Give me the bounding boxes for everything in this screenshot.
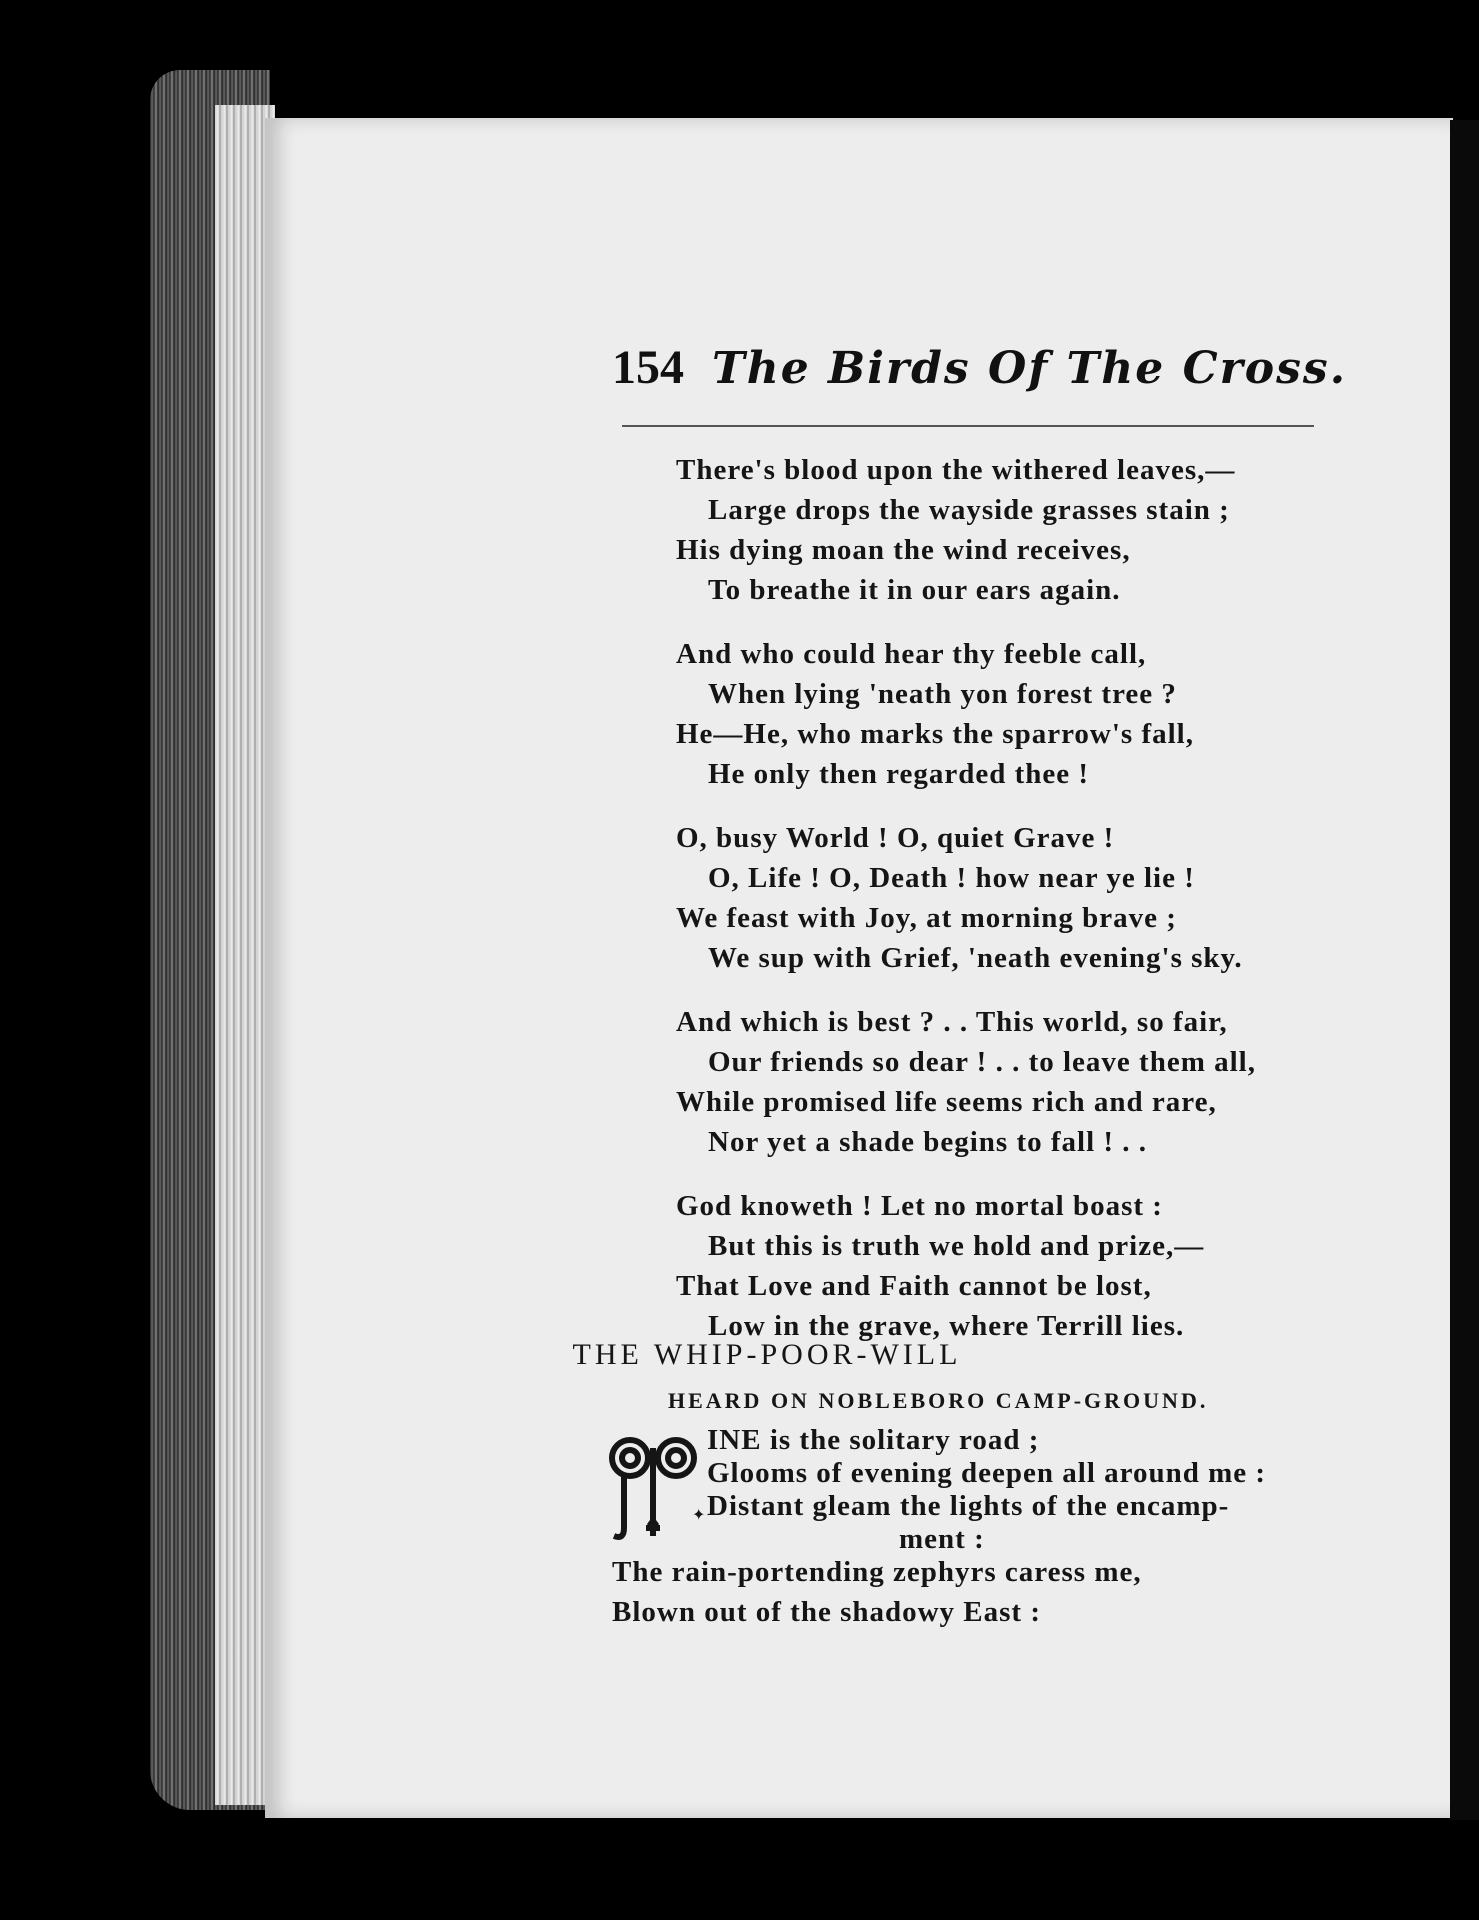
poem-line: INE is the solitary road ; [707,1424,1040,1456]
poem-line: O, busy World ! O, quiet Grave ! [676,822,1115,854]
poem-line: And who could hear thy feeble call, [676,638,1147,670]
whip-poor-will-continuation [612,1552,1142,1632]
whip-poor-will-opening [707,1424,1266,1556]
stanza-5 [676,1186,1376,1346]
running-title: The Birds Of The Cross. [712,343,1348,394]
header-rule [622,425,1314,427]
poem-line: Our friends so dear ! . . to leave them all, [708,1046,1256,1078]
poem-line: He—He, who marks the sparrow's fall, [676,718,1194,750]
poem-line: Large drops the wayside grasses stain ; [708,494,1230,526]
poem-line: When lying 'neath yon forest tree ? [708,678,1177,710]
poem-line: God knoweth ! Let no mortal boast : [676,1190,1163,1222]
poem-line: Nor yet a shade begins to fall ! . . [708,1126,1148,1158]
poem-line: To breathe it in our ears again. [708,574,1121,606]
section-subtitle: HEARD ON NOBLEBORO CAMP-GROUND. [668,1388,1209,1413]
stanza-2 [676,634,1376,794]
dropcap-m-ornament [606,1428,706,1548]
poem-line: His dying moan the wind receives, [676,534,1131,566]
poem-line: Blown out of the shadowy East : [612,1596,1041,1628]
section-title: THE WHIP-POOR-WILL [572,1338,962,1371]
poem-line: That Love and Faith cannot be lost, [676,1270,1152,1302]
poem-line: We sup with Grief, 'neath evening's sky. [708,942,1243,974]
poem-line: And which is best ? . . This world, so fair, [676,1006,1228,1038]
poem-line: But this is truth we hold and prize,— [708,1230,1205,1262]
poem-line: While promised life seems rich and rare, [676,1086,1217,1118]
poem-line: ment : [899,1523,985,1555]
poem-line: O, Life ! O, Death ! how near ye lie ! [708,862,1195,894]
page-number: 154 [612,341,684,394]
stanza-3 [676,818,1376,978]
poem-line: Glooms of evening deepen all around me : [707,1457,1267,1489]
stanza-4 [676,1002,1376,1162]
stanza-1 [676,450,1376,610]
poem-line: Distant gleam the lights of the encamp- [707,1490,1230,1522]
poem-line: The rain-portending zephyrs caress me, [612,1556,1142,1588]
poem-line: There's blood upon the withered leaves,— [676,454,1236,486]
svg-text:✦: ✦ [692,1505,706,1524]
gutter-shadow [1450,120,1479,1820]
poem-line: He only then regarded thee ! [708,758,1090,790]
poem [676,450,1376,1370]
poem-line: We feast with Joy, at morning brave ; [676,902,1177,934]
poem-line: Low in the grave, where Terrill lies. [708,1310,1185,1342]
page-header [612,340,1347,395]
